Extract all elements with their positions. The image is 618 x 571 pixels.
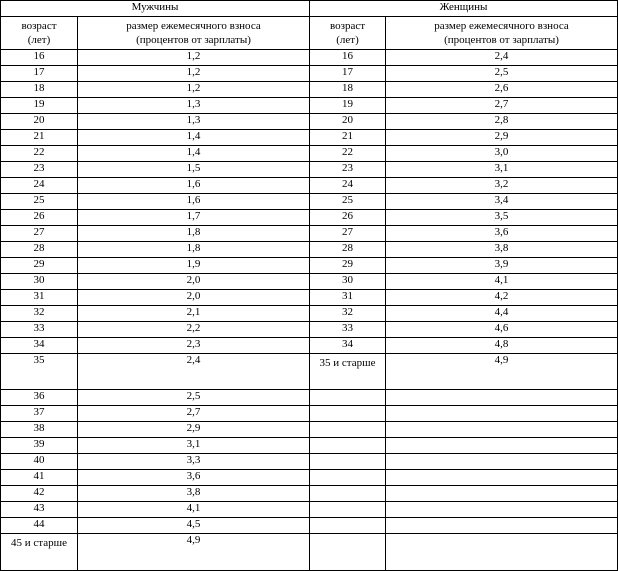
fee-header-line1: размер ежемесячного взноса — [126, 20, 261, 32]
women-age-cell — [310, 406, 386, 422]
women-fee-cell: 4,4 — [386, 306, 618, 322]
men-fee-cell: 2,0 — [78, 274, 310, 290]
men-fee-cell: 1,7 — [78, 210, 310, 226]
men-age-cell: 30 — [1, 274, 78, 290]
women-age-cell: 31 — [310, 290, 386, 306]
men-age-cell: 38 — [1, 422, 78, 438]
women-age-cell — [310, 502, 386, 518]
men-age-cell: 44 — [1, 518, 78, 534]
men-fee-cell: 4,5 — [78, 518, 310, 534]
table-row — [1, 518, 618, 534]
men-age-cell: 34 — [1, 338, 78, 354]
men-fee-cell: 2,0 — [78, 290, 310, 306]
men-age-cell: 27 — [1, 226, 78, 242]
men-age-cell: 24 — [1, 178, 78, 194]
men-age-cell: 28 — [1, 242, 78, 258]
table-row — [1, 338, 618, 354]
women-fee-cell: 2,4 — [386, 50, 618, 66]
women-fee-header — [386, 17, 618, 50]
men-fee-cell: 1,2 — [78, 66, 310, 82]
group-header-row — [1, 1, 618, 17]
women-age-header — [310, 17, 386, 50]
table-row — [1, 290, 618, 306]
women-age-cell: 20 — [310, 114, 386, 130]
column-header-row — [1, 17, 618, 50]
women-age-cell — [310, 518, 386, 534]
table-row — [1, 226, 618, 242]
men-fee-cell: 2,3 — [78, 338, 310, 354]
men-age-cell: 26 — [1, 210, 78, 226]
women-fee-cell: 2,5 — [386, 66, 618, 82]
men-fee-cell: 1,3 — [78, 114, 310, 130]
women-age-cell: 23 — [310, 162, 386, 178]
women-fee-cell: 2,9 — [386, 130, 618, 146]
women-fee-cell: 4,9 — [386, 354, 618, 390]
men-fee-cell: 2,5 — [78, 390, 310, 406]
table-row — [1, 438, 618, 454]
women-age-cell: 30 — [310, 274, 386, 290]
table-row — [1, 66, 618, 82]
women-fee-cell: 3,6 — [386, 226, 618, 242]
men-age-cell: 22 — [1, 146, 78, 162]
women-age-cell: 24 — [310, 178, 386, 194]
women-fee-cell: 2,8 — [386, 114, 618, 130]
table-row — [1, 162, 618, 178]
fee-header-line1: размер ежемесячного взноса — [434, 20, 569, 32]
women-fee-cell: 3,9 — [386, 258, 618, 274]
women-age-cell — [310, 390, 386, 406]
table-row — [1, 390, 618, 406]
women-fee-cell: 3,4 — [386, 194, 618, 210]
table-row — [1, 406, 618, 422]
women-age-cell: 29 — [310, 258, 386, 274]
women-age-cell — [310, 422, 386, 438]
men-age-cell: 21 — [1, 130, 78, 146]
women-age-cell: 35 и старше — [310, 354, 386, 390]
men-age-cell: 45 и старше — [1, 534, 78, 571]
women-age-cell: 16 — [310, 50, 386, 66]
men-age-header — [1, 17, 78, 50]
women-age-cell: 34 — [310, 338, 386, 354]
table-row — [1, 454, 618, 470]
men-fee-cell: 1,8 — [78, 242, 310, 258]
men-fee-cell: 1,6 — [78, 178, 310, 194]
women-fee-cell: 3,0 — [386, 146, 618, 162]
women-age-cell: 25 — [310, 194, 386, 210]
men-age-cell: 35 — [1, 354, 78, 390]
table-row — [1, 50, 618, 66]
men-fee-cell: 1,8 — [78, 226, 310, 242]
table-row — [1, 502, 618, 518]
age-header-line2: (лет) — [336, 34, 359, 46]
women-fee-cell: 3,8 — [386, 242, 618, 258]
women-age-cell: 18 — [310, 82, 386, 98]
men-age-cell: 41 — [1, 470, 78, 486]
men-fee-cell: 1,4 — [78, 130, 310, 146]
men-fee-cell: 1,9 — [78, 258, 310, 274]
men-fee-header — [78, 17, 310, 50]
men-fee-cell: 3,8 — [78, 486, 310, 502]
women-age-cell: 33 — [310, 322, 386, 338]
men-fee-cell: 1,2 — [78, 50, 310, 66]
table-row — [1, 82, 618, 98]
table-row — [1, 194, 618, 210]
men-fee-cell: 4,9 — [78, 534, 310, 571]
women-fee-cell — [386, 518, 618, 534]
men-fee-cell: 2,4 — [78, 354, 310, 390]
table-row — [1, 422, 618, 438]
women-age-cell: 27 — [310, 226, 386, 242]
men-fee-cell: 1,5 — [78, 162, 310, 178]
age-header-line2: (лет) — [27, 34, 51, 46]
men-age-cell: 33 — [1, 322, 78, 338]
women-age-cell: 21 — [310, 130, 386, 146]
women-fee-cell: 3,1 — [386, 162, 618, 178]
women-header: Женщины — [310, 1, 618, 17]
women-fee-cell — [386, 486, 618, 502]
men-header: Мужчины — [1, 1, 310, 17]
table-row — [1, 146, 618, 162]
table-row — [1, 258, 618, 274]
fee-header-line2: (процентов от зарплаты) — [136, 34, 251, 46]
men-fee-cell: 2,7 — [78, 406, 310, 422]
table-row — [1, 130, 618, 146]
women-fee-cell: 4,2 — [386, 290, 618, 306]
table-row — [1, 178, 618, 194]
men-age-cell: 31 — [1, 290, 78, 306]
women-fee-cell — [386, 502, 618, 518]
women-fee-cell — [386, 438, 618, 454]
women-age-cell: 17 — [310, 66, 386, 82]
women-fee-cell — [386, 454, 618, 470]
women-fee-cell — [386, 406, 618, 422]
women-fee-cell — [386, 534, 618, 571]
men-fee-cell: 2,2 — [78, 322, 310, 338]
men-fee-cell: 4,1 — [78, 502, 310, 518]
men-age-cell: 37 — [1, 406, 78, 422]
men-age-cell: 25 — [1, 194, 78, 210]
table-row — [1, 210, 618, 226]
men-fee-cell: 2,9 — [78, 422, 310, 438]
women-fee-cell: 2,6 — [386, 82, 618, 98]
women-fee-cell — [386, 390, 618, 406]
men-age-cell: 43 — [1, 502, 78, 518]
men-age-cell: 32 — [1, 306, 78, 322]
women-age-cell: 19 — [310, 98, 386, 114]
men-fee-cell: 2,1 — [78, 306, 310, 322]
men-age-cell: 19 — [1, 98, 78, 114]
table-row — [1, 354, 618, 390]
men-age-cell: 29 — [1, 258, 78, 274]
women-fee-cell: 4,6 — [386, 322, 618, 338]
men-fee-cell: 3,3 — [78, 454, 310, 470]
men-fee-cell: 3,1 — [78, 438, 310, 454]
men-age-cell: 20 — [1, 114, 78, 130]
men-age-cell: 42 — [1, 486, 78, 502]
women-fee-cell: 3,2 — [386, 178, 618, 194]
men-age-cell: 16 — [1, 50, 78, 66]
women-fee-cell — [386, 470, 618, 486]
women-age-cell — [310, 534, 386, 571]
age-header-line1: возраст — [329, 20, 366, 32]
men-fee-cell: 1,3 — [78, 98, 310, 114]
table-row — [1, 274, 618, 290]
table-body — [1, 1, 618, 571]
table-row — [1, 534, 618, 571]
men-age-cell: 36 — [1, 390, 78, 406]
women-age-cell — [310, 470, 386, 486]
women-fee-cell — [386, 422, 618, 438]
women-age-cell: 28 — [310, 242, 386, 258]
men-age-cell: 40 — [1, 454, 78, 470]
men-fee-cell: 1,2 — [78, 82, 310, 98]
table-row — [1, 242, 618, 258]
men-fee-cell: 1,4 — [78, 146, 310, 162]
women-age-cell — [310, 438, 386, 454]
table-row — [1, 114, 618, 130]
women-fee-cell: 3,5 — [386, 210, 618, 226]
women-fee-cell: 4,1 — [386, 274, 618, 290]
women-age-cell: 26 — [310, 210, 386, 226]
men-fee-cell: 3,6 — [78, 470, 310, 486]
women-age-cell: 32 — [310, 306, 386, 322]
table-row — [1, 306, 618, 322]
table-row — [1, 486, 618, 502]
women-age-cell: 22 — [310, 146, 386, 162]
women-age-cell — [310, 486, 386, 502]
age-header-line1: возраст — [21, 20, 57, 32]
table-row — [1, 470, 618, 486]
table-row — [1, 98, 618, 114]
table-row — [1, 322, 618, 338]
men-age-cell: 23 — [1, 162, 78, 178]
men-age-cell: 39 — [1, 438, 78, 454]
men-age-cell: 17 — [1, 66, 78, 82]
women-fee-cell: 2,7 — [386, 98, 618, 114]
men-age-cell: 18 — [1, 82, 78, 98]
fee-header-line2: (процентов от зарплаты) — [444, 34, 559, 46]
women-age-cell — [310, 454, 386, 470]
women-fee-cell: 4,8 — [386, 338, 618, 354]
men-fee-cell: 1,6 — [78, 194, 310, 210]
